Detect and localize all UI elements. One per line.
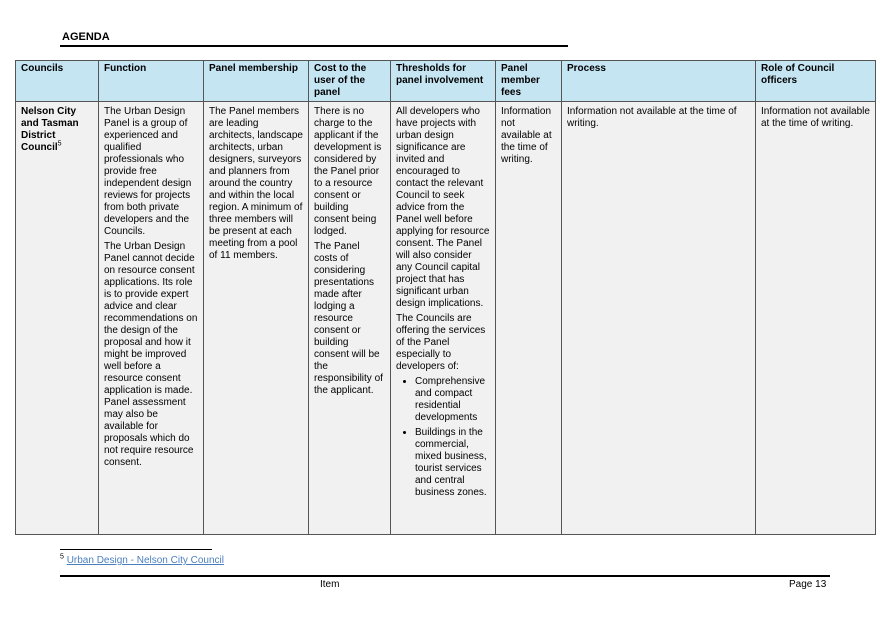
column-header-cost: Cost to the user of the panel	[309, 61, 391, 102]
process-text: Information not available at the time of writing.	[567, 106, 737, 129]
page-number: Page 13	[789, 579, 827, 590]
list-item: • Buildings in the commercial, mixed business, tourist services and central business zones.	[415, 427, 490, 499]
cell-council	[16, 102, 99, 535]
fees-text: Information not available at the time of writing.	[501, 106, 552, 165]
column-header-process: Process	[562, 61, 756, 102]
column-header-officers: Role of Council officers	[756, 61, 876, 102]
footnote-link[interactable]: Urban Design - Nelson City Council	[66, 555, 224, 566]
cell-process	[562, 102, 756, 535]
footnote	[60, 555, 224, 566]
footer-item-label: Item	[320, 579, 340, 590]
function-paragraph: The Urban Design Panel is a group of experienced and qualified professionals who provide free independent design reviews for projects from both private developers and the Councils.	[104, 106, 192, 237]
councils-table	[15, 60, 876, 535]
council-name: Nelson City and Tasman District Council	[21, 106, 79, 153]
officers-text: Information not available at the time of writing.	[761, 106, 870, 129]
cell-function	[99, 102, 204, 535]
thresholds-paragraph: The Councils are offering the services of the Panel especially to developers of:	[396, 313, 486, 372]
threshold-bullet-list	[396, 376, 490, 499]
title-divider	[60, 45, 568, 47]
footnote-mark: 5	[60, 553, 64, 561]
table-row	[16, 102, 876, 535]
function-paragraph: The Urban Design Panel cannot decide on resource consent applications. Its role is to provide expert advice and clear recommendations on the design of the proposal and how it might be improved well before a resource consent application is made. Panel assessment may also be available for proposals which do not require resource consent.	[104, 241, 198, 468]
column-header-fees: Panel member fees	[496, 61, 562, 102]
cell-cost	[309, 102, 391, 535]
page-title: AGENDA	[62, 31, 110, 43]
cell-officers	[756, 102, 876, 535]
column-header-thresholds: Thresholds for panel involvement	[391, 61, 496, 102]
cost-paragraph: There is no charge to the applicant if the development is considered by the Panel prior to a resource consent or building consent being lodged.	[314, 106, 382, 237]
thresholds-paragraph: All developers who have projects with urban design significance are invited and encouraged to contact the relevant Council to seek advice from the Panel well before applying for resource consent. The Panel will also consider any Council capital project that has significant urban design implications.	[396, 106, 490, 309]
column-header-councils: Councils	[16, 61, 99, 102]
cell-membership	[204, 102, 309, 535]
list-item: • Comprehensive and compact residential developments	[415, 376, 490, 424]
cost-paragraph: The Panel costs of considering presentations made after lodging a resource consent or building consent will be the responsibility of the applicant.	[314, 241, 383, 396]
cell-fees	[496, 102, 562, 535]
column-header-function: Function	[99, 61, 204, 102]
footnote-ref: 5	[57, 140, 62, 148]
footer-divider	[60, 575, 830, 577]
cell-thresholds	[391, 102, 496, 535]
footnote-divider	[60, 549, 212, 550]
table-header-row	[16, 61, 876, 102]
membership-paragraph: The Panel members are leading architects, landscape architects, urban designers, surveyors and planners from around the country and within the local region. A minimum of three members will be present at each meeting from a pool of 11 members.	[209, 106, 303, 261]
column-header-panel-membership: Panel membership	[204, 61, 309, 102]
